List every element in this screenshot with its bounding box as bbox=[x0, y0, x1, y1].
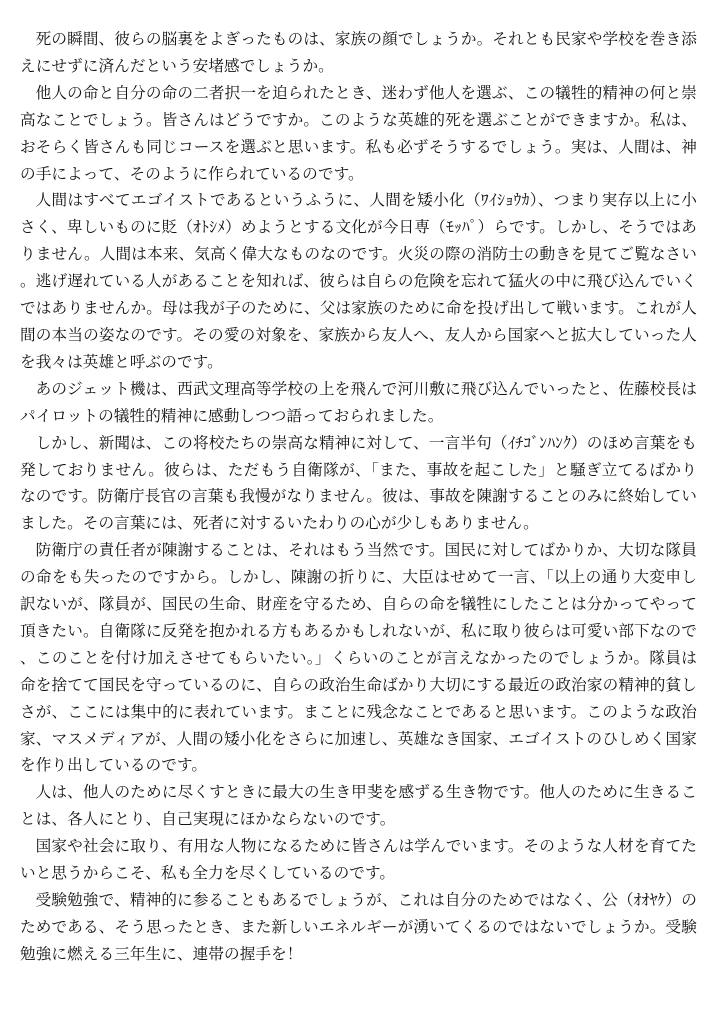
paragraph-4: あのジェット機は、西武文理高等学校の上を飛んで河川敷に飛び込んでいったと、佐藤校長はパイロットの犠牲的精神に感動しつつ語っておられました。 bbox=[20, 379, 697, 425]
paragraph-3: 人間はすべてエゴイストであるというふうに、人間を矮小化（ﾜｲｼｮｳｶ）、つまり実存以上に小さく、卑しいものに貶（ｵﾄｼﾒ）めようとする文化が今日専（ﾓｯﾊﾟ）らです。しかし、そうではありません。人間は本来、気高く偉大なものなのです。火災の際の消防士の動きを見てご覧なさい。逃げ遅れている人があることを知れば、彼らは自らの危険を忘れて猛火の中に飛び込んでいくではありませんか。母は我が子のために、父は家族のために命を投げ出して戦います。これが人間の本当の姿なのです。その愛の対象を、家族から友人へ、友人から国家へと拡大していった人を我々は英雄と呼ぶのです。 bbox=[20, 191, 697, 371]
paragraph-7: 人は、他人のために尽くすときに最大の生き甲斐を感ずる生き物です。他人のために生きることは、各人にとり、自己実現にほかならないのです。 bbox=[20, 783, 697, 829]
paragraph-8: 国家や社会に取り、有用な人物になるために皆さんは学んでいます。そのような人材を育てたいと思うからこそ、私も全力を尽くしているのです。 bbox=[20, 837, 697, 883]
paragraph-9: 受験勉強で、精神的に参ることもあるでしょうが、これは自分のためではなく、公（ｵｵﾔｹ）のためである、そう思ったとき、また新しいエネルギーが湧いてくるのではないでしょうか。受験勉強に燃える三年生に、連帯の握手を！ bbox=[20, 891, 697, 963]
paragraph-5: しかし、新聞は、この将校たちの崇高な精神に対して、一言半句（ｲﾁｺﾞﾝﾊﾝｸ）のほめ言葉をも発しておりません。彼らは、ただもう自衛隊が、「また、事故を起こした」と騒ぎ立てるばかりなのです。防衛庁長官の言葉も我慢がなりません。彼は、事故を陳謝することのみに終始していました。その言葉には、死者に対するいたわりの心が少しもありません。 bbox=[20, 433, 697, 533]
paragraph-2: 他人の命と自分の命の二者択一を迫られたとき、迷わず他人を選ぶ、この犠牲的精神の何と崇高なことでしょう。皆さんはどうですか。このような英雄的死を選ぶことができますか。私は、おそらく皆さんも同じコースを選ぶと思います。私も必ずそうするでしょう。実は、人間は、神の手によって、そのように作られているのです。 bbox=[20, 83, 697, 183]
paragraph-1: 死の瞬間、彼らの脳裏をよぎったものは、家族の顔でしょうか。それとも民家や学校を巻き添えにせずに済んだという安堵感でしょうか。 bbox=[20, 30, 697, 75]
paragraph-6: 防衛庁の責任者が陳謝することは、それはもう当然です。国民に対してばかりか、大切な隊員の命をも失ったのですから。しかし、陳謝の折りに、大臣はせめて一言、「以上の通り大変申し訳ないが、隊員が、国民の生命、財産を守るため、自らの命を犠牲にしたことは分かってやって頂きたい。自衛隊に反発を抱かれる方もあるかもしれないが、私に取り彼らは可愛い部下なので、このことを付け加えさせてもらいたい。」くらいのことが言えなかったのでしょうか。隊員は命を捨てて国民を守っているのに、自らの政治生命ばかり大切にする最近の政治家の精神的貧しさが、ここには集中的に表れています。まことに残念なことであると思います。このような政治家、マスメディアが、人間の矮小化をさらに加速し、英雄なき国家、エゴイストのひしめく国家を作り出しているのです。 bbox=[20, 541, 697, 775]
